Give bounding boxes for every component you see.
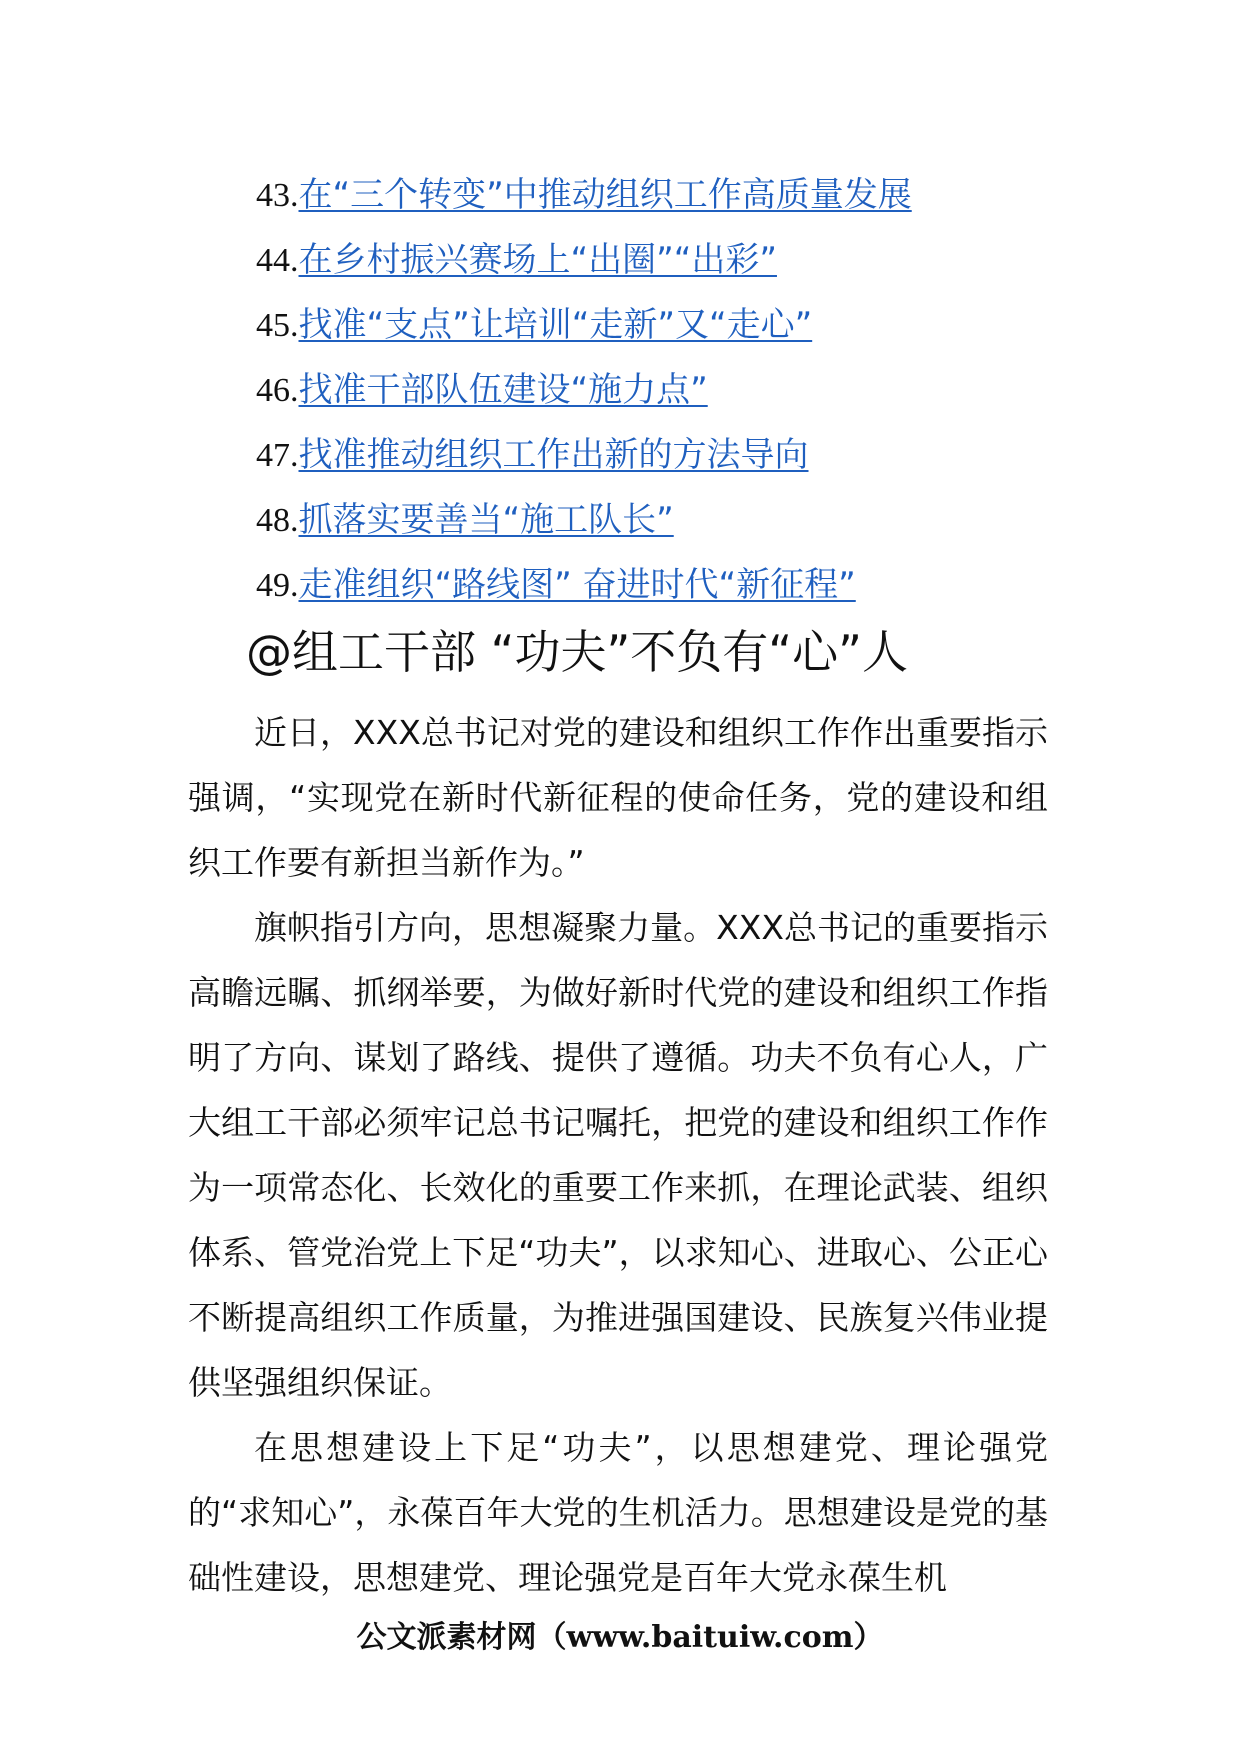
toc-link[interactable]: 找准推动组织工作出新的方法导向 [298, 435, 809, 475]
article-title: @组工干部 “功夫”不负有“心”人 [246, 625, 908, 679]
toc-link[interactable]: 在“三个转变”中推动组织工作高质量发展 [298, 175, 912, 215]
toc-item-number: 47. [256, 437, 299, 474]
toc-item [256, 237, 1056, 302]
toc-item-number: 46. [256, 372, 299, 409]
toc-item [256, 172, 1056, 237]
toc-item [256, 497, 1056, 562]
toc-item [256, 302, 1056, 367]
toc-item-number: 48. [256, 502, 299, 539]
toc-link[interactable]: 抓落实要善当“施工队长” [298, 500, 674, 540]
toc-list [256, 172, 1056, 627]
toc-item-number: 43. [256, 177, 299, 214]
toc-link[interactable]: 在乡村振兴赛场上“出圈”“出彩” [298, 240, 777, 280]
article-paragraph: 旗帜指引方向，思想凝聚力量。XXX总书记的重要指示高瞻远瞩、抓纲举要，为做好新时代党的建设和组织工作指明了方向、谋划了路线、提供了遵循。功夫不负有心人，广大组工干部必须牢记总书记嘱托，把党的建设和组织工作作为一项常态化、长效化的重要工作来抓，在理论武装、组织体系、管党治党上下足“功夫”，以求知心、进取心、公正心不断提高组织工作质量，为推进强国建设、民族复兴伟业提供坚强组织保证。 [188, 908, 1048, 1402]
toc-item [256, 562, 1056, 627]
toc-link[interactable]: 找准“支点”让培训“走新”又“走心” [298, 305, 813, 345]
article-body [188, 700, 1048, 1610]
article-paragraph: 在思想建设上下足“功夫”，以思想建党、理论强党的“求知心”，永葆百年大党的生机活力。思想建设是党的基础性建设，思想建党、理论强党是百年大党永葆生机 [188, 1428, 1048, 1597]
page-footer: 公文派素材网（www.baituiw.com） [356, 1620, 884, 1655]
toc-item [256, 367, 1056, 432]
toc-link[interactable]: 找准干部队伍建设“施力点” [298, 370, 708, 410]
toc-item-number: 44. [256, 242, 299, 279]
toc-item-number: 49. [256, 567, 299, 604]
toc-item-number: 45. [256, 307, 299, 344]
toc-item [256, 432, 1056, 497]
toc-link[interactable]: 走准组织“路线图” 奋进时代“新征程” [298, 565, 856, 605]
article-paragraph: 近日，XXX总书记对党的建设和组织工作作出重要指示强调，“实现党在新时代新征程的使命任务，党的建设和组织工作要有新担当新作为。” [188, 713, 1048, 882]
